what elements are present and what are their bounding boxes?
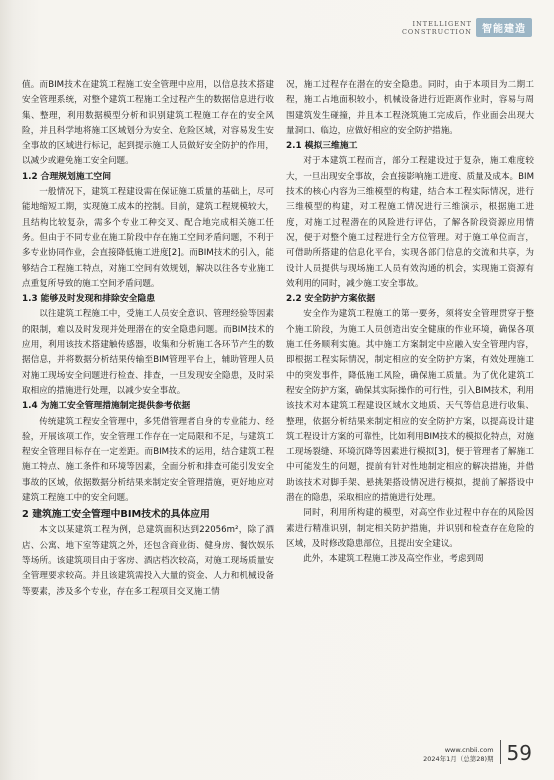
page-number: 59: [506, 741, 532, 765]
brand-en-line1: INTELLIGENT: [412, 19, 472, 28]
right-column: [286, 78, 534, 568]
paragraph: 一般情况下，建筑工程建设需在保证施工质量的基础上，尽可能地缩短工期，实现施工成本的控制。目前，建筑工程规模较大，且结构比较复杂，需多个专业工种交叉、配合地完成相关施工任务。但由于不同专业在施工阶段中存在施工空间矛盾问题，不利于多专业协同作业，会直接降低施工进度[2]。而BIM技术的引入，能够结合工程施工特点，对施工空间有效规划，解决以往各专业施工点重复所导致的施工空间矛盾问题。: [22, 187, 274, 289]
section-heading: 2.2 安全防护方案依据: [286, 294, 376, 305]
paragraph: 传统建筑工程安全管理中，多凭借管理者自身的专业能力、经验，开展该项工作，安全管理工作存在一定局限和不足，与建筑工程安全管理目标存在一定差距。而BIM技术的运用，结合建筑工程施工特点、施工条件和环境等因素，全面分析和排查可能引发安全事故的区域，依据数据分析结果来制定安全管理措施，更好地应对建筑工程施工中的安全问题。: [22, 416, 274, 504]
brand-text: [402, 20, 472, 36]
page-footer: [423, 740, 532, 764]
paragraph: 此外，本建筑工程施工涉及高空作业，考虑到周: [303, 554, 484, 565]
section-heading: 2 建筑施工安全管理中BIM技术的具体应用: [22, 509, 210, 521]
section-heading: 1.4 为施工安全管理措施制定提供参考依据: [22, 401, 191, 412]
left-column: [22, 78, 274, 600]
footer-url: www.cnbii.com: [444, 746, 494, 754]
paragraph: 安全作为建筑工程施工的第一要务，须将安全管理贯穿于整个施工阶段，为施工人员创造出安全健康的作业环境，确保各项施工任务顺利实施。其中施工方案制定中应融入安全管理内容，即根据工程实际情况，制定相应的安全防护方案，有效处理施工中的突发事件，降低施工风险，确保施工质量。为了优化建筑工程安全防护方案，确保其实际操作的可行性，引入BIM技术，利用该技术对本建筑工程建设区域水文地质、天气等信息进行收集、整理，依据分析结果来制定相应的安全防护方案，以提高设计建筑工程设计方案的可靠性，比如利用BIM技术的模拟化特点，对施工现场裂缝、环境沉降等因素进行模拟[3]，便于管理者了解施工中可能发生的问题，提前有针对性地制定相应的解决措施，并借助该技术对脚手架、悬挑架搭设情况进行模拟，提前了解搭设中潜在的隐患，采取相应的措施进行处理。: [286, 309, 534, 504]
brand-cn-badge: 智能建造: [476, 18, 532, 37]
journal-header: [402, 18, 532, 37]
section-heading: 1.2 合理规划施工空间: [22, 171, 112, 182]
section-heading: 1.3 能够及时发现和排除安全隐患: [22, 294, 156, 305]
footer-issue: 2024年1月（总第28)期: [423, 755, 494, 763]
footer-info: [423, 746, 493, 764]
paragraph: 对于本建筑工程而言，部分工程建设过于复杂，施工难度较大，一旦出现安全事故，会直接影响施工进度、质量及成本。BIM技术的核心内容为三维模型的构建，结合本工程实际情况，进行三维模型的构建，对工程施工情况进行三维演示，根据施工进度，对施工过程潜在的风险进行评估，了解各阶段资源应用情况，便于对整个施工过程进行全方位管理。对于施工单位而言，可借助所搭建的信息化平台，实现各部门信息的交流和共享，为设计人员提供与现场施工人员有效沟通的机会，实现施工资源有效利用的同时，减少施工安全事故。: [286, 156, 534, 289]
paragraph: 值。而BIM技术在建筑工程施工安全管理中应用，以信息技术搭建安全管理系统，对整个建筑工程施工全过程产生的数据信息进行收集、整理，利用数据模型分析和识别建筑工程施工存在的安全风险，并且科学地将施工区域划分为安全、危险区域，对容易发生安全事故的区域进行标记，起到提示施工人员做好安全防护的作用，以减少或避免施工安全问题。: [22, 80, 274, 167]
paragraph: 本文以某建筑工程为例，总建筑面积达到22056m²，除了酒店、公寓、地下室等建筑之外，还包含商业街、健身房、餐饮娱乐等场所。该建筑项目由于客房、酒店档次较高，对施工现场质量安全管理要求较高。并且该建筑需投入大量的资金、人力和机械设备等要素，涉及多个专业，存在多工程项目交叉施工情: [22, 525, 274, 597]
paragraph: 同时，利用所构建的模型，对高空作业过程中存在的风险因素进行精准识别，制定相关防护措施，并识别和检查存在危险的区域，及时修改隐患部位，且提出安全建议。: [286, 508, 534, 549]
paragraph: 况，施工过程存在潜在的安全隐患。同时，由于本项目为二期工程，施工占地面积较小，机械设备进行近距离作业时，容易与周围建筑发生碰撞，并且本工程浇筑施工完成后，作业面会出现大量洞口、临边，应做好相应的安全防护措施。: [286, 80, 534, 136]
brand-en-line2: CONSTRUCTION: [401, 27, 472, 36]
footer-divider: [500, 740, 501, 764]
section-heading: 2.1 模拟三维施工: [286, 141, 358, 152]
paragraph: 以往建筑工程施工中，受施工人员安全意识、管理经验等因素的限制，难以及时发现并处理潜在的安全隐患问题。而BIM技术的应用，利用该技术搭建触传感器，收集和分析施工各环节产生的数据信息，并将数据分析结果传输至BIM管理平台上，辅助管理人员对施工现场安全问题进行检查、排查，一旦发现安全隐患，及时采取相应的措施进行处理，以减少安全事故。: [22, 309, 274, 396]
